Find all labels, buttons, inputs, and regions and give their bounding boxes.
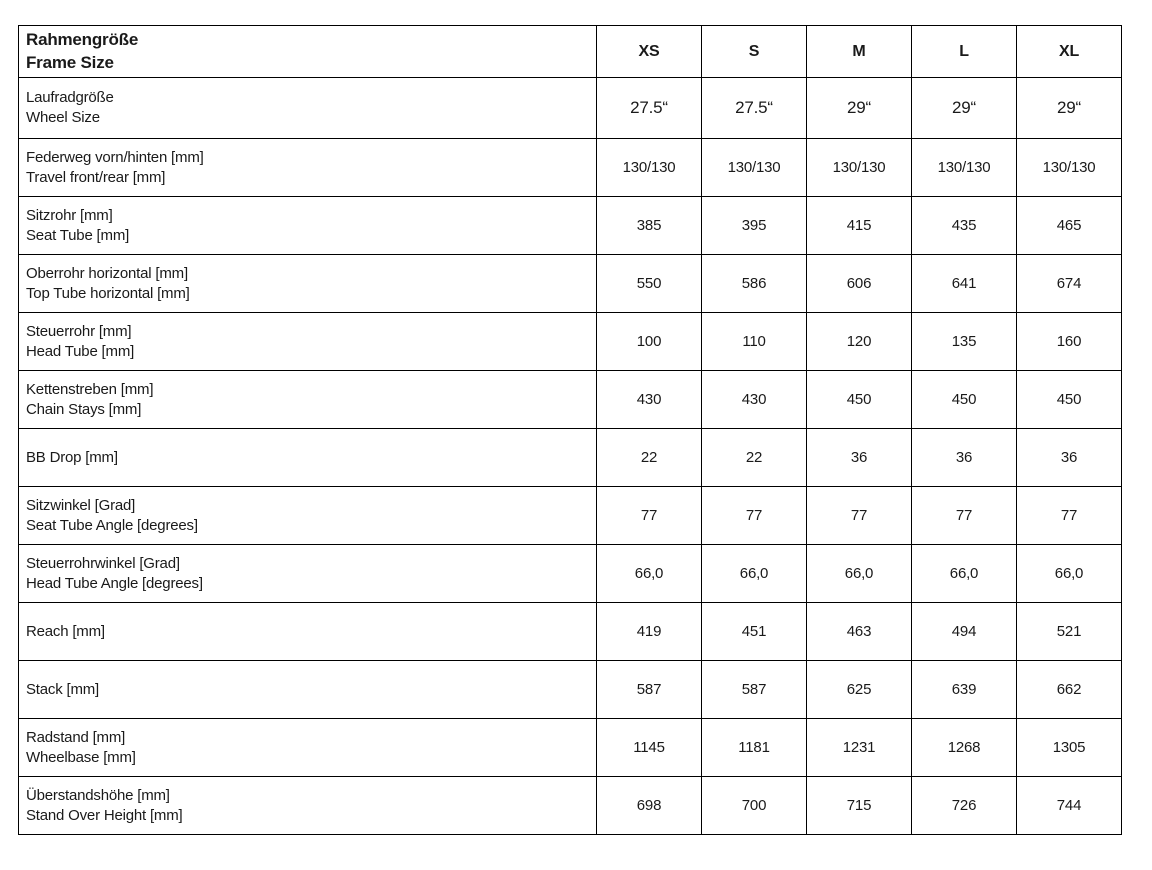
- row-label-en: Chain Stays [mm]: [26, 400, 142, 418]
- row-label-en: Top Tube horizontal [mm]: [26, 284, 190, 302]
- value-cell: 700: [702, 777, 807, 835]
- table-row: [19, 487, 1122, 545]
- value-cell: 641: [912, 255, 1017, 313]
- header-label-de: Rahmengröße: [26, 30, 139, 50]
- value-cell: 744: [1017, 777, 1122, 835]
- row-label: [19, 487, 597, 545]
- value-cell: 450: [912, 371, 1017, 429]
- row-label: [19, 661, 597, 719]
- value-cell: 66,0: [807, 545, 912, 603]
- value-cell: 36: [912, 429, 1017, 487]
- value-cell: 130/130: [1017, 139, 1122, 197]
- row-label: [19, 255, 597, 313]
- column-header-xs: XS: [597, 26, 702, 78]
- row-label-de: Laufradgröße: [26, 89, 114, 107]
- geometry-table-container: [18, 25, 1122, 835]
- value-cell: 130/130: [597, 139, 702, 197]
- table-body: [19, 78, 1122, 835]
- value-cell: 22: [702, 429, 807, 487]
- value-cell: 674: [1017, 255, 1122, 313]
- row-label-en: Head Tube Angle [degrees]: [26, 574, 203, 592]
- table-row: [19, 603, 1122, 661]
- value-cell: 465: [1017, 197, 1122, 255]
- row-label-de: Überstandshöhe [mm]: [26, 786, 170, 804]
- value-cell: 66,0: [702, 545, 807, 603]
- value-cell: 130/130: [912, 139, 1017, 197]
- value-cell: 726: [912, 777, 1017, 835]
- value-cell: 430: [702, 371, 807, 429]
- column-header-l: L: [912, 26, 1017, 78]
- value-cell: 550: [597, 255, 702, 313]
- value-cell: 395: [702, 197, 807, 255]
- value-cell: 160: [1017, 313, 1122, 371]
- row-label: [19, 603, 597, 661]
- value-cell: 451: [702, 603, 807, 661]
- table-row: [19, 429, 1122, 487]
- row-label-en: Seat Tube [mm]: [26, 226, 130, 244]
- table-row: [19, 777, 1122, 835]
- row-label-de: Stack [mm]: [26, 680, 100, 698]
- value-cell: 29“: [1017, 78, 1122, 139]
- value-cell: 110: [702, 313, 807, 371]
- value-cell: 22: [597, 429, 702, 487]
- row-label-de: Kettenstreben [mm]: [26, 380, 154, 398]
- row-label: [19, 719, 597, 777]
- value-cell: 587: [702, 661, 807, 719]
- row-label: [19, 777, 597, 835]
- value-cell: 587: [597, 661, 702, 719]
- value-cell: 639: [912, 661, 1017, 719]
- value-cell: 1268: [912, 719, 1017, 777]
- row-label-en: Head Tube [mm]: [26, 342, 135, 360]
- value-cell: 430: [597, 371, 702, 429]
- column-header-m: M: [807, 26, 912, 78]
- geometry-table: [18, 25, 1122, 835]
- value-cell: 29“: [912, 78, 1017, 139]
- value-cell: 1305: [1017, 719, 1122, 777]
- row-label-de: Steuerrohrwinkel [Grad]: [26, 554, 180, 572]
- value-cell: 36: [807, 429, 912, 487]
- row-label-en: Stand Over Height [mm]: [26, 806, 183, 824]
- value-cell: 450: [1017, 371, 1122, 429]
- value-cell: 66,0: [1017, 545, 1122, 603]
- value-cell: 715: [807, 777, 912, 835]
- row-label-en: Wheelbase [mm]: [26, 748, 136, 766]
- value-cell: 1145: [597, 719, 702, 777]
- table-row: [19, 197, 1122, 255]
- table-row: [19, 719, 1122, 777]
- table-row: [19, 661, 1122, 719]
- value-cell: 77: [597, 487, 702, 545]
- column-header-xl: XL: [1017, 26, 1122, 78]
- table-row: [19, 545, 1122, 603]
- table-row: [19, 139, 1122, 197]
- value-cell: 625: [807, 661, 912, 719]
- header-row: [19, 26, 1122, 78]
- row-label-en: Wheel Size: [26, 109, 100, 126]
- row-label-de: Federweg vorn/hinten [mm]: [26, 148, 204, 166]
- value-cell: 66,0: [597, 545, 702, 603]
- row-label: [19, 139, 597, 197]
- value-cell: 120: [807, 313, 912, 371]
- value-cell: 66,0: [912, 545, 1017, 603]
- table-row: [19, 371, 1122, 429]
- value-cell: 1231: [807, 719, 912, 777]
- value-cell: 135: [912, 313, 1017, 371]
- row-label-de: Sitzrohr [mm]: [26, 206, 113, 224]
- value-cell: 435: [912, 197, 1017, 255]
- value-cell: 77: [807, 487, 912, 545]
- table-row: [19, 255, 1122, 313]
- row-label-en: Seat Tube Angle [degrees]: [26, 516, 198, 534]
- row-label: [19, 545, 597, 603]
- value-cell: 130/130: [807, 139, 912, 197]
- row-label: [19, 197, 597, 255]
- value-cell: 662: [1017, 661, 1122, 719]
- header-frame-size-label: [19, 26, 597, 78]
- value-cell: 606: [807, 255, 912, 313]
- value-cell: 29“: [807, 78, 912, 139]
- table-row: [19, 313, 1122, 371]
- value-cell: 419: [597, 603, 702, 661]
- value-cell: 586: [702, 255, 807, 313]
- table-row: [19, 78, 1122, 139]
- row-label-de: Sitzwinkel [Grad]: [26, 496, 136, 514]
- value-cell: 415: [807, 197, 912, 255]
- value-cell: 77: [1017, 487, 1122, 545]
- column-header-s: S: [702, 26, 807, 78]
- row-label: [19, 429, 597, 487]
- value-cell: 100: [597, 313, 702, 371]
- row-label-de: BB Drop [mm]: [26, 448, 118, 466]
- value-cell: 130/130: [702, 139, 807, 197]
- row-label: [19, 78, 597, 139]
- row-label: [19, 313, 597, 371]
- value-cell: 494: [912, 603, 1017, 661]
- value-cell: 521: [1017, 603, 1122, 661]
- value-cell: 385: [597, 197, 702, 255]
- value-cell: 27.5“: [597, 78, 702, 139]
- row-label-de: Oberrohr horizontal [mm]: [26, 264, 188, 282]
- value-cell: 463: [807, 603, 912, 661]
- row-label-en: Travel front/rear [mm]: [26, 168, 166, 186]
- value-cell: 77: [912, 487, 1017, 545]
- value-cell: 450: [807, 371, 912, 429]
- row-label-de: Reach [mm]: [26, 622, 105, 640]
- header-label-en: Frame Size: [26, 52, 114, 72]
- value-cell: 698: [597, 777, 702, 835]
- value-cell: 77: [702, 487, 807, 545]
- row-label-de: Radstand [mm]: [26, 728, 126, 746]
- row-label-de: Steuerrohr [mm]: [26, 322, 132, 340]
- row-label: [19, 371, 597, 429]
- value-cell: 36: [1017, 429, 1122, 487]
- value-cell: 27.5“: [702, 78, 807, 139]
- value-cell: 1181: [702, 719, 807, 777]
